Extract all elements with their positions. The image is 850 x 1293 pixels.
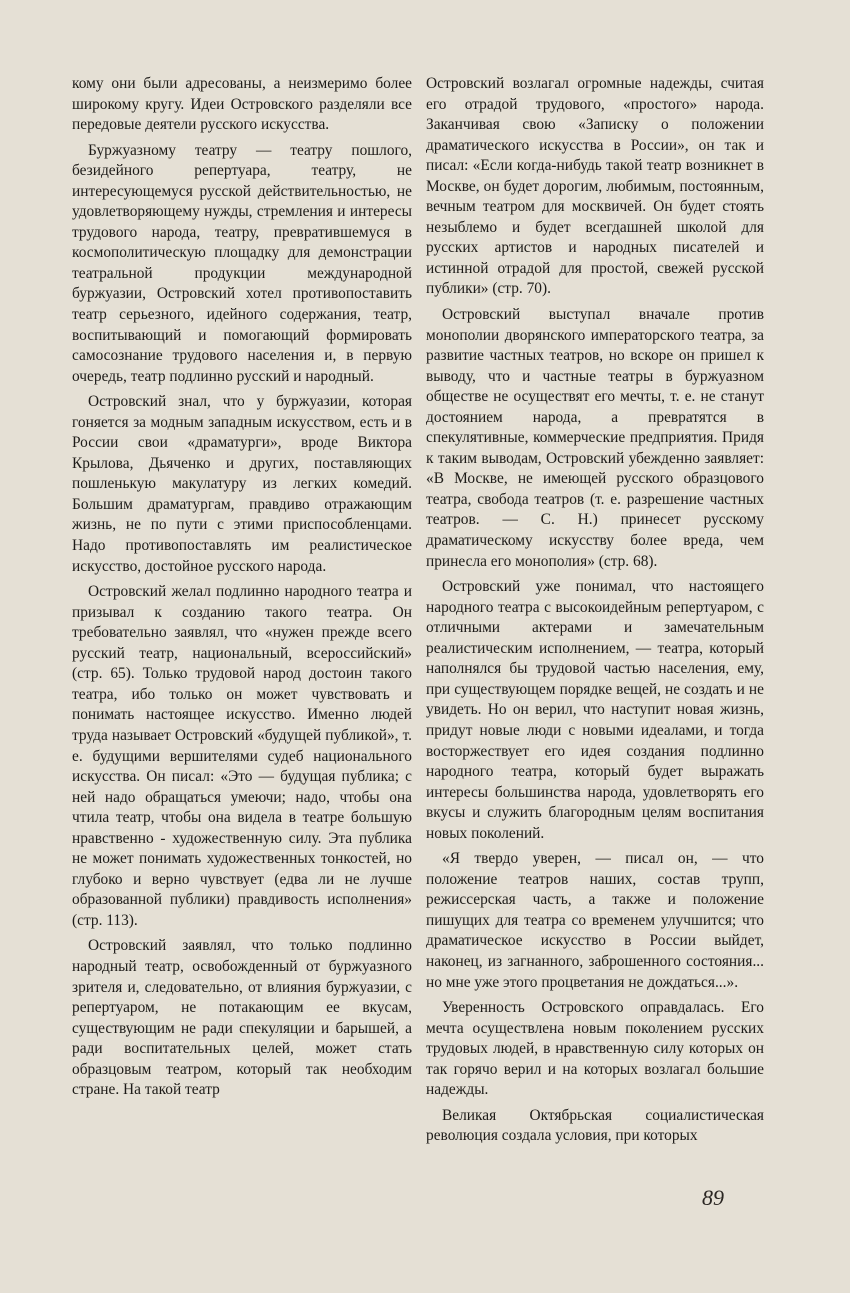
paragraph: «Я твердо уверен, — писал он, — что положение театров наших, состав трупп, режиссерская часть, а также и положение пишущих для театра со временем улучшится; что драматическое искусство в России выйдет, наконец, из загнанного, заброшенного состояния... но мне уже этого процветания не дождаться...». [426, 850, 764, 991]
paragraph: Островский желал подлинно народного театра и призывал к созданию такого театра. Он требовательно заявлял, что «нужен прежде всего русский театр, национальный, всероссийский» (стр. 65). Только трудовой народ достоин такого театра, ибо только он может чувствовать и понимать настоящее искусство. Именно людей труда называет Островский «будущей публикой», т. е. будущими вершителями судеб национального искусства. Он писал: «Это — будущая публика; с ней надо обращаться умеючи; надо, чтобы она чтила театр, чтобы она видела в театре большую нравственно - художественную силу. Эта публика не может понимать художественных тонкостей, но глубоко и верно чувствует (едва ли не лучше образованной публики) правдивость исполнения» (стр. 113). [72, 583, 412, 929]
paragraph: Островский уже понимал, что настоящего народного театра с высокоидейным репертуаром, с отличными актерами и замечательным реалистическим исполнением, — театра, который наполнялся бы трудовой частью населения, ему, при существующем порядке вещей, не создать и не увидеть. Но он верил, что наступит новая жизнь, придут новые люди с новыми идеалами, и тогда восторжествует его идея создания подлинно народного театра, который будет выражать интересы большинства народа, удовлетворять его вкусы и служить благородным целям воспитания новых поколений. [426, 578, 764, 842]
paragraph: Островский заявлял, что только подлинно народный театр, освобожденный от буржуазного зрителя и, следовательно, от влияния буржуазии, с репертуаром, не потакающим ее вкусам, существующим не ради спекуляции и барышей, а ради воспитательных целей, может стать образцовым театром, который так необходим стране. На такой театр [72, 937, 412, 1099]
paragraph: Уверенность Островского оправдалась. Его мечта осуществлена новым поколением русских трудовых людей, в нравственную силу которых он так горячо верил и на которых возлагал большие надежды. [426, 999, 764, 1099]
paragraph: Буржуазному театру — театру пошлого, безидейного репертуара, театру, не интересующемуся русской действительностью, не удовлетворяющему нужды, стремления и интересы трудового народа, театру, превратившемуся в космополитическую площадку для демонстрации театральной продукции международной буржуазии, Островский хотел противопоставить театр серьезного, идейного содержания, театр, воспитывающий и помогающий формировать самосознание трудового населения и, в первую очередь, театр подлинно русский и народный. [72, 141, 412, 385]
left-column [72, 74, 412, 1106]
right-column [426, 74, 764, 1152]
paragraph: кому они были адресованы, а неизмеримо более широкому кругу. Идеи Островского разделяли все передовые деятели русского искусства. [72, 75, 412, 134]
paragraph: Великая Октябрьская социалистическая революция создала условия, при которых [426, 1106, 764, 1145]
paragraph: Островский знал, что у буржуазии, которая гоняется за модным западным искусством, есть и в России свои «драматурги», вроде Виктора Крылова, Дьяченко и других, поставляющих пошленькую макулатуру из легких комедий. Большим драматургам, правдиво отражающим жизнь, не по пути с этими приспособленцами. Надо противопоставлять им реалистическое искусство, достойное русского народа. [72, 393, 412, 575]
paragraph: Островский возлагал огромные надежды, считая его отрадой трудового, «простого» народа. Заканчивая свою «Записку о положении драматического искусства в России», он так и писал: «Если когда-нибудь такой театр возникнет в Москве, он будет дорогим, любимым, постоянным, вечным театром для москвичей. Он будет стоять незыблемо и будет всегдашней школой для русских артистов и народных писателей и истинной отрадой для простой, свежей русской публики» (стр. 70). [426, 75, 764, 298]
paragraph: Островский выступал вначале против монополии дворянского императорского театра, за развитие частных театров, но вскоре он пришел к выводу, что и частные театры в буржуазном обществе не осуществят его мечты, т. е. не станут достоянием народа, а превратятся в спекулятивные, коммерческие предприятия. Придя к таким выводам, Островский убежденно заявляет: «В Москве, не имеющей русского образцового театра, свобода театров (т. е. разрешение частных театров. — С. Н.) принесет русскому драматическому искусству более вреда, чем принесла его монополия» (стр. 68). [426, 306, 764, 570]
page-number: 89 [702, 1185, 724, 1210]
